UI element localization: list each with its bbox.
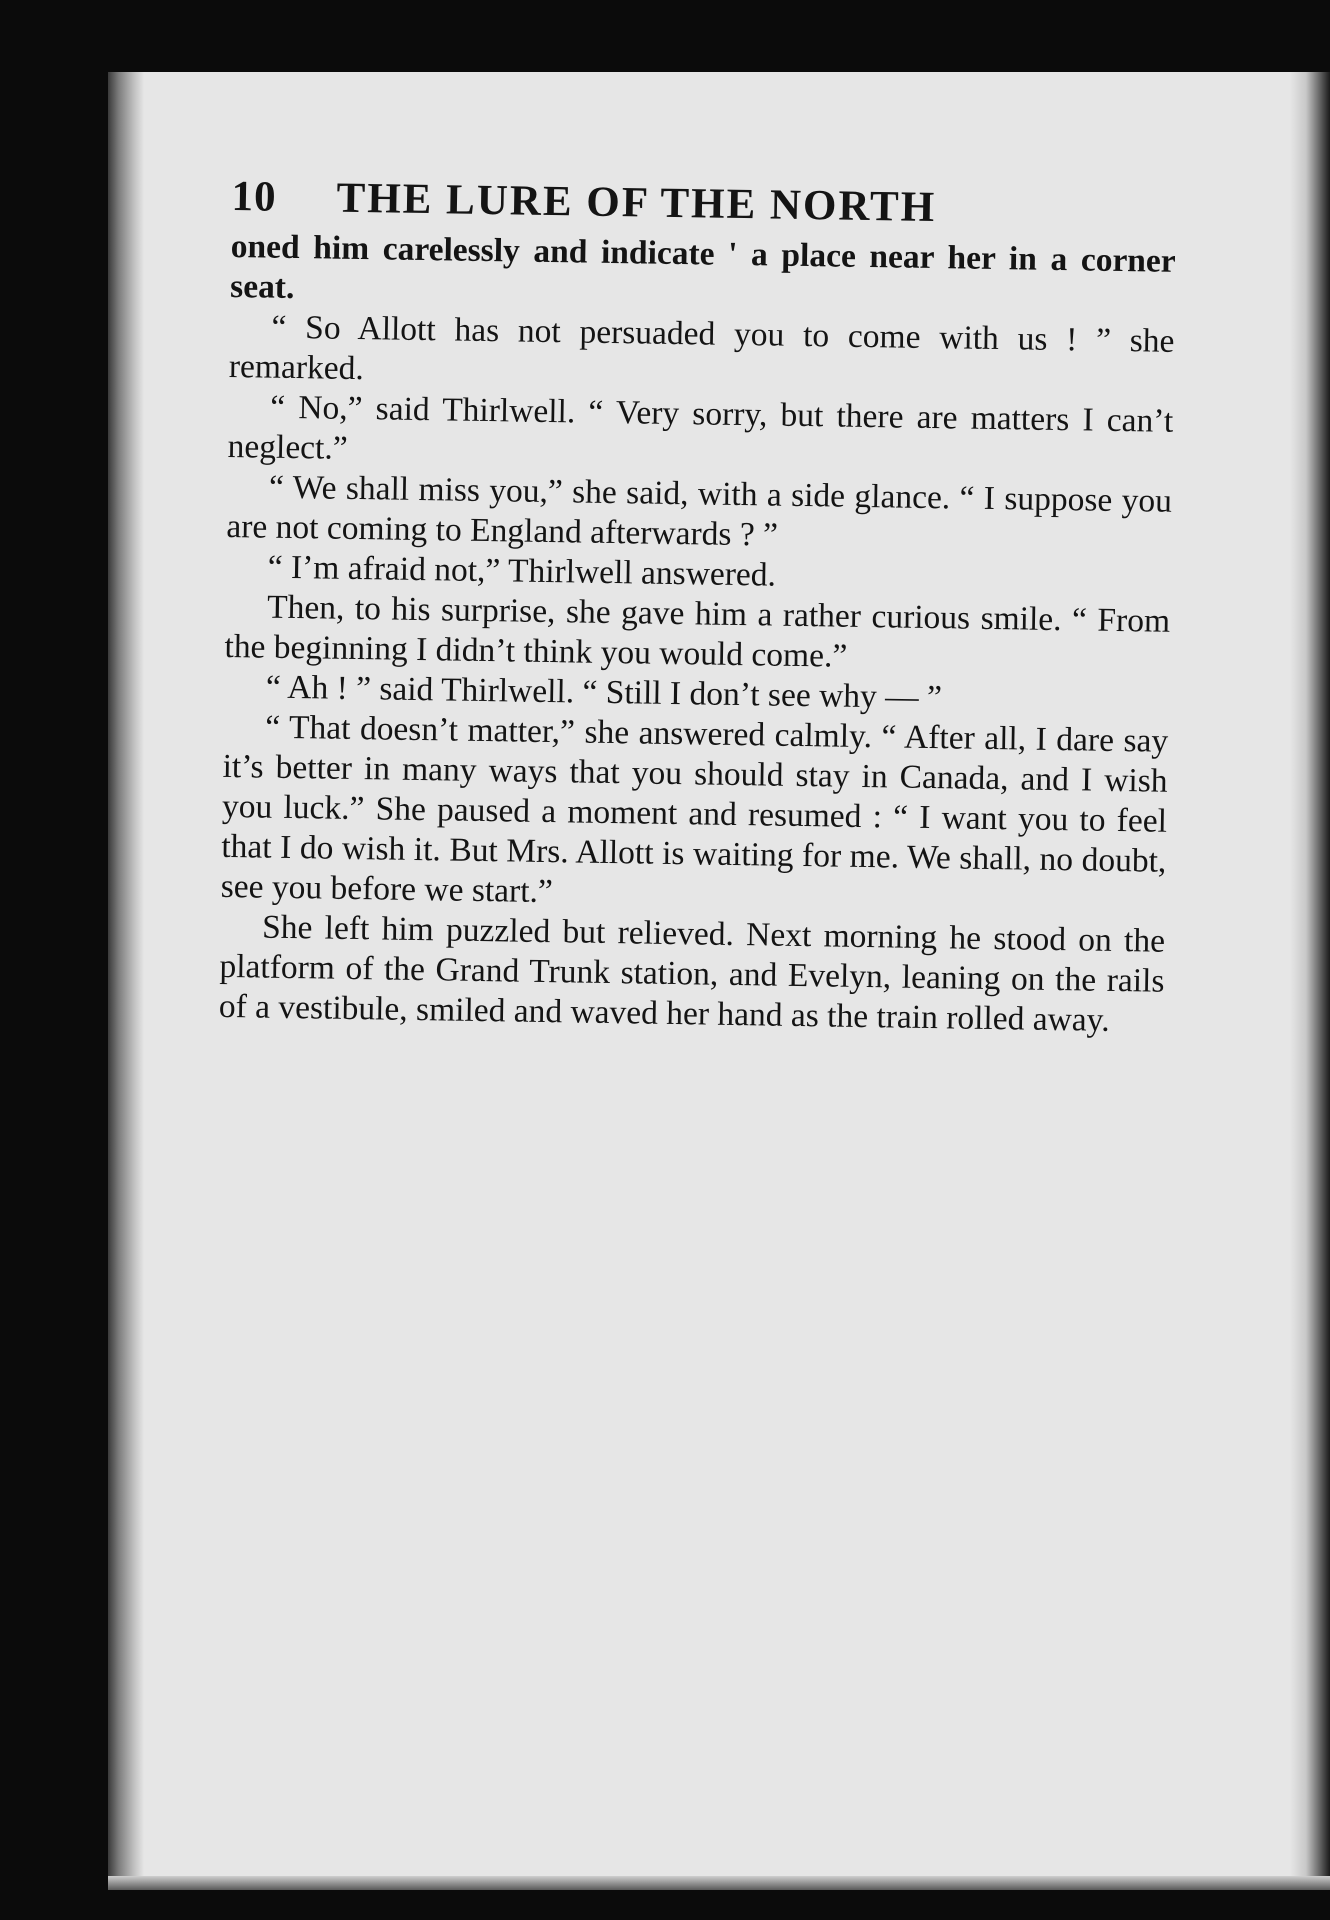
paragraph: “ I’m afraid not,” Thirlwell answered.: [267, 548, 777, 594]
paragraph: “ Ah ! ” said Thirlwell. “ Still I don’t see why — ”: [265, 668, 943, 717]
paragraph: “ That doesn’t matter,” she answered calmly. “ After all, I dare say it’s better in many ways that you should stay in Canada, and I wish you luck.” She paused a moment and resumed : “ I want you to feel that I do wish it. But Mrs. Allott is waiting for me. We shall, no doubt, see you before we start.”: [220, 708, 1169, 911]
paragraph: “ So Allott has not persuaded you to come with us ! ” she remarked.: [228, 308, 1175, 388]
text-block: [219, 172, 1177, 1042]
page-number: 10: [231, 172, 277, 221]
page-right-edge: [1290, 72, 1330, 1890]
paragraph: “ We shall miss you,” she said, with a side glance. “ I suppose you are not coming to England afterwards ? ”: [226, 468, 1173, 554]
paragraph: oned him carelessly and indicate ' a place near her in a corner seat.: [229, 227, 1177, 306]
running-title: THE LURE OF THE NORTH: [336, 174, 937, 232]
paragraph: Then, to his surprise, she gave him a rather curious smile. “ From the beginning I didn’t think you would come.”: [224, 588, 1171, 675]
paragraph: “ No,” said Thirlwell. “ Very sorry, but there are matters I can’t neglect.”: [227, 388, 1174, 467]
page-bottom-edge: [108, 1876, 1330, 1890]
binding-gutter: [108, 72, 144, 1890]
body-text: [219, 227, 1176, 1042]
paragraph: She left him puzzled but relieved. Next morning he stood on the platform of the Grand Trunk station, and Evelyn, leaning on the rails of a vestibule, smiled and waved her hand as the train rolled away.: [218, 908, 1166, 1039]
